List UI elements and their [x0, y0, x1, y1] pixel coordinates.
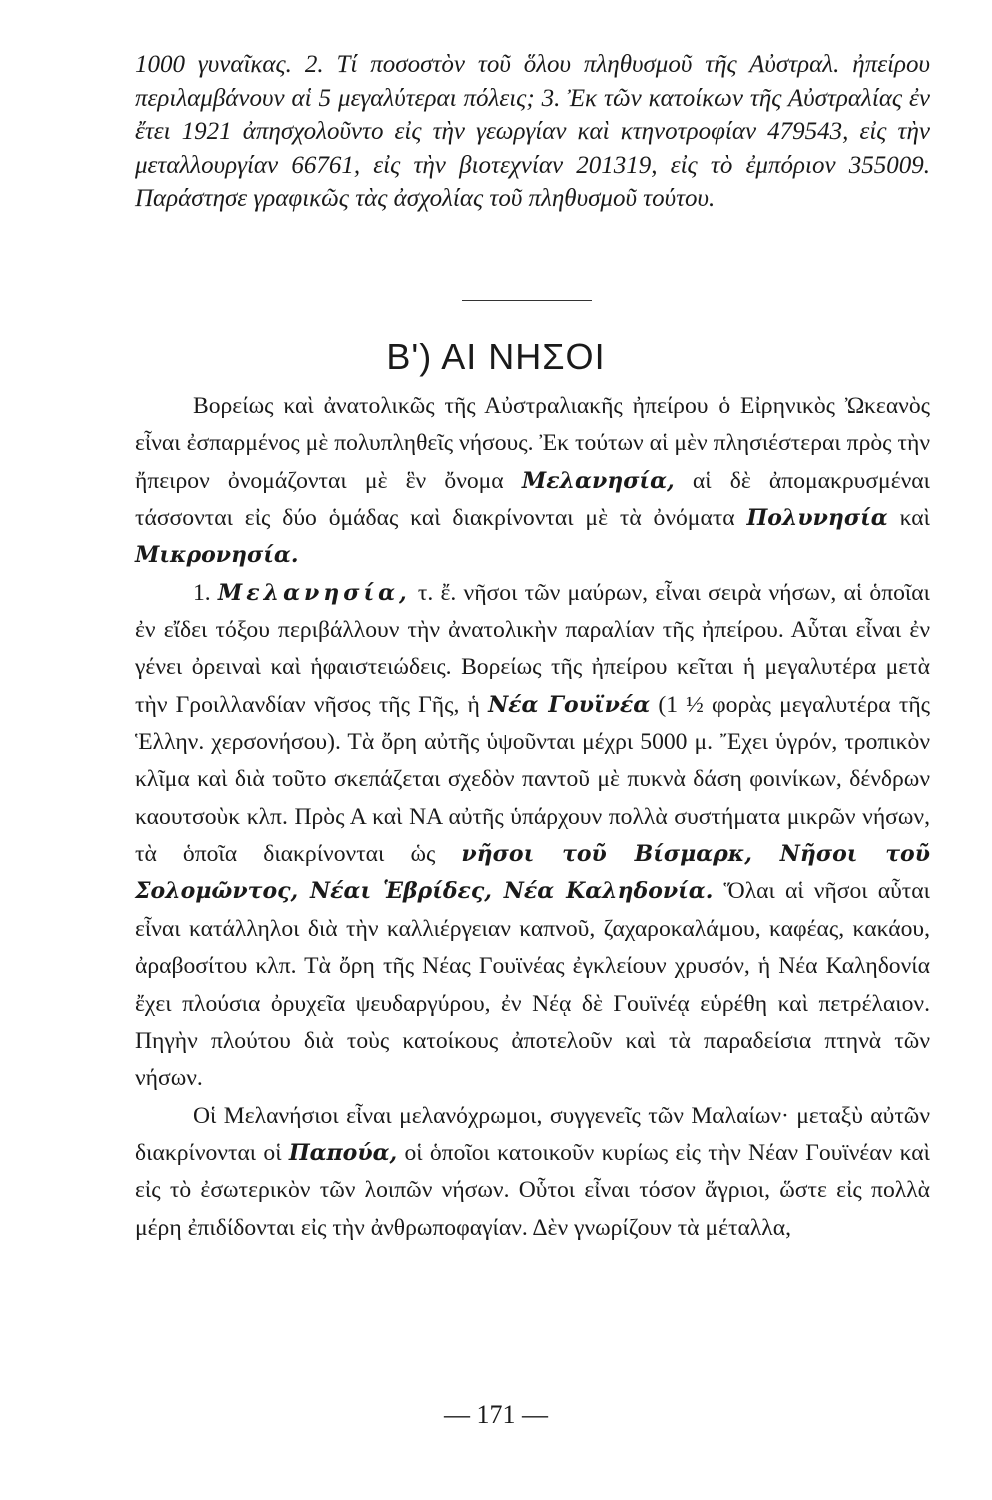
paragraph-melanesia: [135, 575, 930, 1098]
term-micronesia: Μικρονησία.: [135, 542, 299, 569]
term-polynesia: Πολυνησία: [746, 505, 888, 532]
text-run: Ὅλαι αἱ νῆσοι αὗται εἶναι κατάλληλοι διὰ τὴν καλλιέργειαν καπνοῦ, ζαχαροκαλάμου, καφέας, κακάου, ἀραβοσίτου κλπ. Τὰ ὄρη τῆς Νέας Γουϊνέας ἐγκλείουν χρυσόν, ἡ Νέα Καληδονία ἔχει πλούσια ὀρυχεῖα ψευδαργύρου, ἐν Νέᾳ δὲ Γουϊνέᾳ εὑρέθη καὶ πετρέλαιον. Πηγὴν πλούτου διὰ τοὺς κατοίκους ἀποτελοῦν καὶ τὰ παραδείσια πτηνὰ τῶν νήσων.: [135, 878, 930, 1092]
intro-exercises: 1000 γυναῖκας. 2. Τί ποσοστὸν τοῦ ὅλου πληθυσμοῦ τῆς Αὐστραλ. ἠπείρου περιλαμβάνουν αἱ 5 μεγαλύτεραι πόλεις; 3. Ἐκ τῶν κατοίκων τῆς Αὐστραλίας ἐν ἔτει 1921 ἀπησχολοῦντο εἰς τὴν γεωργίαν καὶ κτηνοτροφίαν 479543, εἰς τὴν μεταλλουργίαν 66761, εἰς τὴν βιοτεχνίαν 201319, εἰς τὸ ἐμπόριον 355009. Παράστησε γραφικῶς τὰς ἀσχολίας τοῦ πληθυσμοῦ τούτου.: [135, 51, 930, 212]
text-run: τ. ἔ. νῆσοι τῶν μαύρων, εἶναι σειρὰ νήσων, αἱ ὁποῖαι ἐν εἴδει τόξου περιβάλλουν τὴν ἀνατολικὴν παραλίαν τῆς ἠπείρου. Αὗται εἶναι ἐν γένει ὀρειναὶ καὶ ἡφαιστειώδεις. Βορείως τῆς ἠπείρου κεῖται ἡ μεγαλυτέρα μετὰ τὴν Γροιλλανδίαν νῆσος τῆς Γῆς, ἡ: [135, 579, 930, 718]
term-new-guinea: Νέα Γουϊνέα: [488, 691, 651, 718]
text-run: οἱ ὁποῖοι κατοικοῦν κυρίως εἰς τὴν Νέαν Γουϊνέαν καὶ εἰς τὸ ἐσωτερικὸν τῶν λοιπῶν νήσων. Οὗτοι εἶναι τόσον ἄγριοι, ὥστε εἰς πολλὰ μέρη ἐπιδίδονται εἰς τὴν ἀνθρωποφαγίαν. Δὲν γνωρίζουν τὰ μέταλλα,: [135, 1139, 930, 1241]
section-title: Β') ΑΙ ΝΗΣΟΙ: [386, 336, 606, 377]
paragraph-melanesians: [135, 1098, 930, 1247]
section-number: 1.: [193, 579, 211, 606]
page-number: — 171 —: [444, 1400, 548, 1429]
text-run: Βορείως καὶ ἀνατολικῶς τῆς Αὐστραλιακῆς ἠπείρου ὁ Εἰρηνικὸς Ὠκεανὸς εἶναι ἐσπαρμένος μὲ πολυπληθεῖς νήσους. Ἐκ τούτων αἱ μὲν πλησιέστεραι πρὸς τὴν ἤπειρον ὀνομάζονται μὲ ἓν ὄνομα: [135, 393, 930, 494]
text-run: καὶ: [887, 505, 930, 532]
term-island-groups: νῆσοι τοῦ Βίσμαρκ, Νῆσοι τοῦ Σολομῶντος, Νέαι Ἑβρίδες, Νέα Καληδονία.: [135, 841, 930, 905]
term-melanesia-heading: Μελανησία,: [217, 579, 411, 606]
term-melanesia: Μελανησία,: [521, 467, 675, 494]
term-papua: Παπούα,: [288, 1139, 398, 1166]
section-divider: [462, 300, 592, 301]
body-text: [135, 388, 930, 1247]
text-run: αἱ δὲ ἀπομακρυσμέναι τάσσονται εἰς δύο ὁμάδας καὶ διακρίνονται μὲ τὰ ὀνόματα: [135, 467, 930, 532]
text-run: Οἱ Μελανήσιοι εἶναι μελανόχρωμοι, συγγενεῖς τῶν Μαλαίων· μεταξὺ αὐτῶν διακρίνονται οἱ: [135, 1102, 930, 1166]
paragraph-islands-overview: [135, 388, 930, 575]
text-run: (1 ½ φορὰς μεγαλυτέρα τῆς Ἑλλην. χερσονήσου). Τὰ ὄρη αὐτῆς ὑψοῦνται μέχρι 5000 μ. Ἔχει ὑγρόν, τροπικὸν κλῖμα καὶ διὰ τοῦτο σκεπάζεται σχεδὸν παντοῦ μὲ πυκνὰ δάση φοινίκων, δένδρων καουτσοὺκ κλπ. Πρὸς Α καὶ ΝΑ αὐτῆς ὑπάρχουν πολλὰ συστήματα μικρῶν νήσων, τὰ ὁποῖα διακρίνονται ὡς: [135, 691, 931, 868]
